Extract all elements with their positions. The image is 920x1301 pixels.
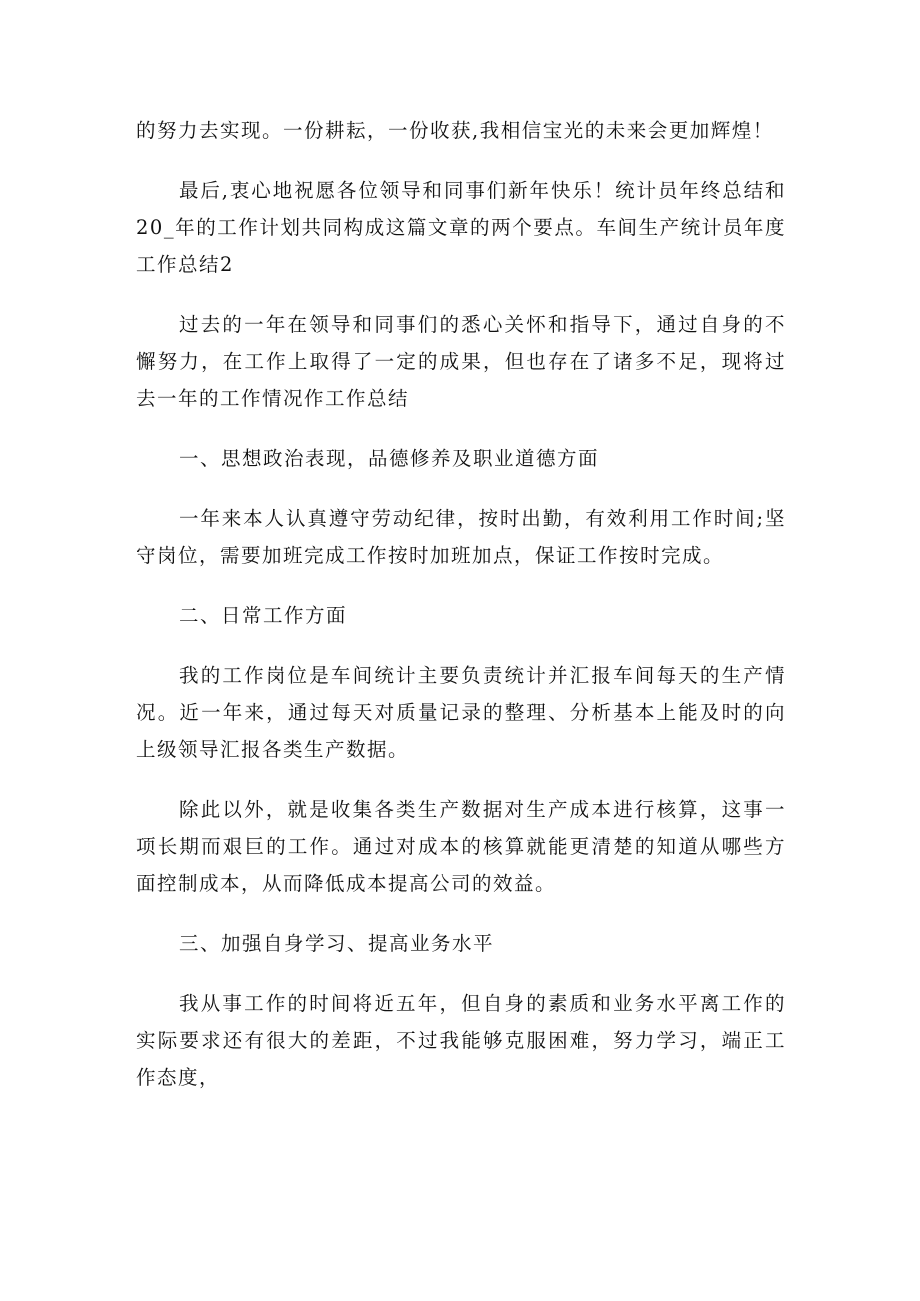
- paragraph-3: 过去的一年在领导和同事们的悉心关怀和指导下，通过自身的不懈努力，在工作上取得了一定的成果，但也存在了诸多不足，现将过去一年的工作情况作工作总结: [136, 313, 786, 410]
- section-heading-3: 三、加强自身学习、提高业务水平: [179, 932, 495, 955]
- paragraph-7: 我的工作岗位是车间统计主要负责统计并汇报车间每天的生产情况。近一年来，通过每天对质量记录的整理、分析基本上能及时的向上级领导汇报各类生产数据。: [136, 664, 786, 761]
- section-heading-2: 二、日常工作方面: [179, 604, 348, 627]
- paragraph-1: 的努力去实现。一份耕耘，一份收获,我相信宝光的未来会更加辉煌！: [136, 119, 774, 142]
- document-body: [136, 112, 786, 1119]
- paragraph-2: 最后,衷心地祝愿各位领导和同事们新年快乐！统计员年终总结和20_年的工作计划共同构成这篇文章的两个要点。车间生产统计员年度工作总结2: [136, 179, 786, 276]
- section-heading-1: 一、思想政治表现，品德修养及职业道德方面: [179, 447, 600, 470]
- paragraph-10: 我从事工作的时间将近五年，但自身的素质和业务水平离工作的实际要求还有很大的差距，不过我能够克服困难，努力学习，端正工作态度，: [136, 992, 786, 1089]
- paragraph-8: 除此以外，就是收集各类生产数据对生产成本进行核算，这事一项长期而艰巨的工作。通过对成本的核算就能更清楚的知道从哪些方面控制成本，从而降低成本提高公司的效益。: [136, 798, 786, 895]
- paragraph-5: 一年来本人认真遵守劳动纪律，按时出勤，有效利用工作时间;坚守岗位，需要加班完成工作按时加班加点，保证工作按时完成。: [136, 507, 786, 567]
